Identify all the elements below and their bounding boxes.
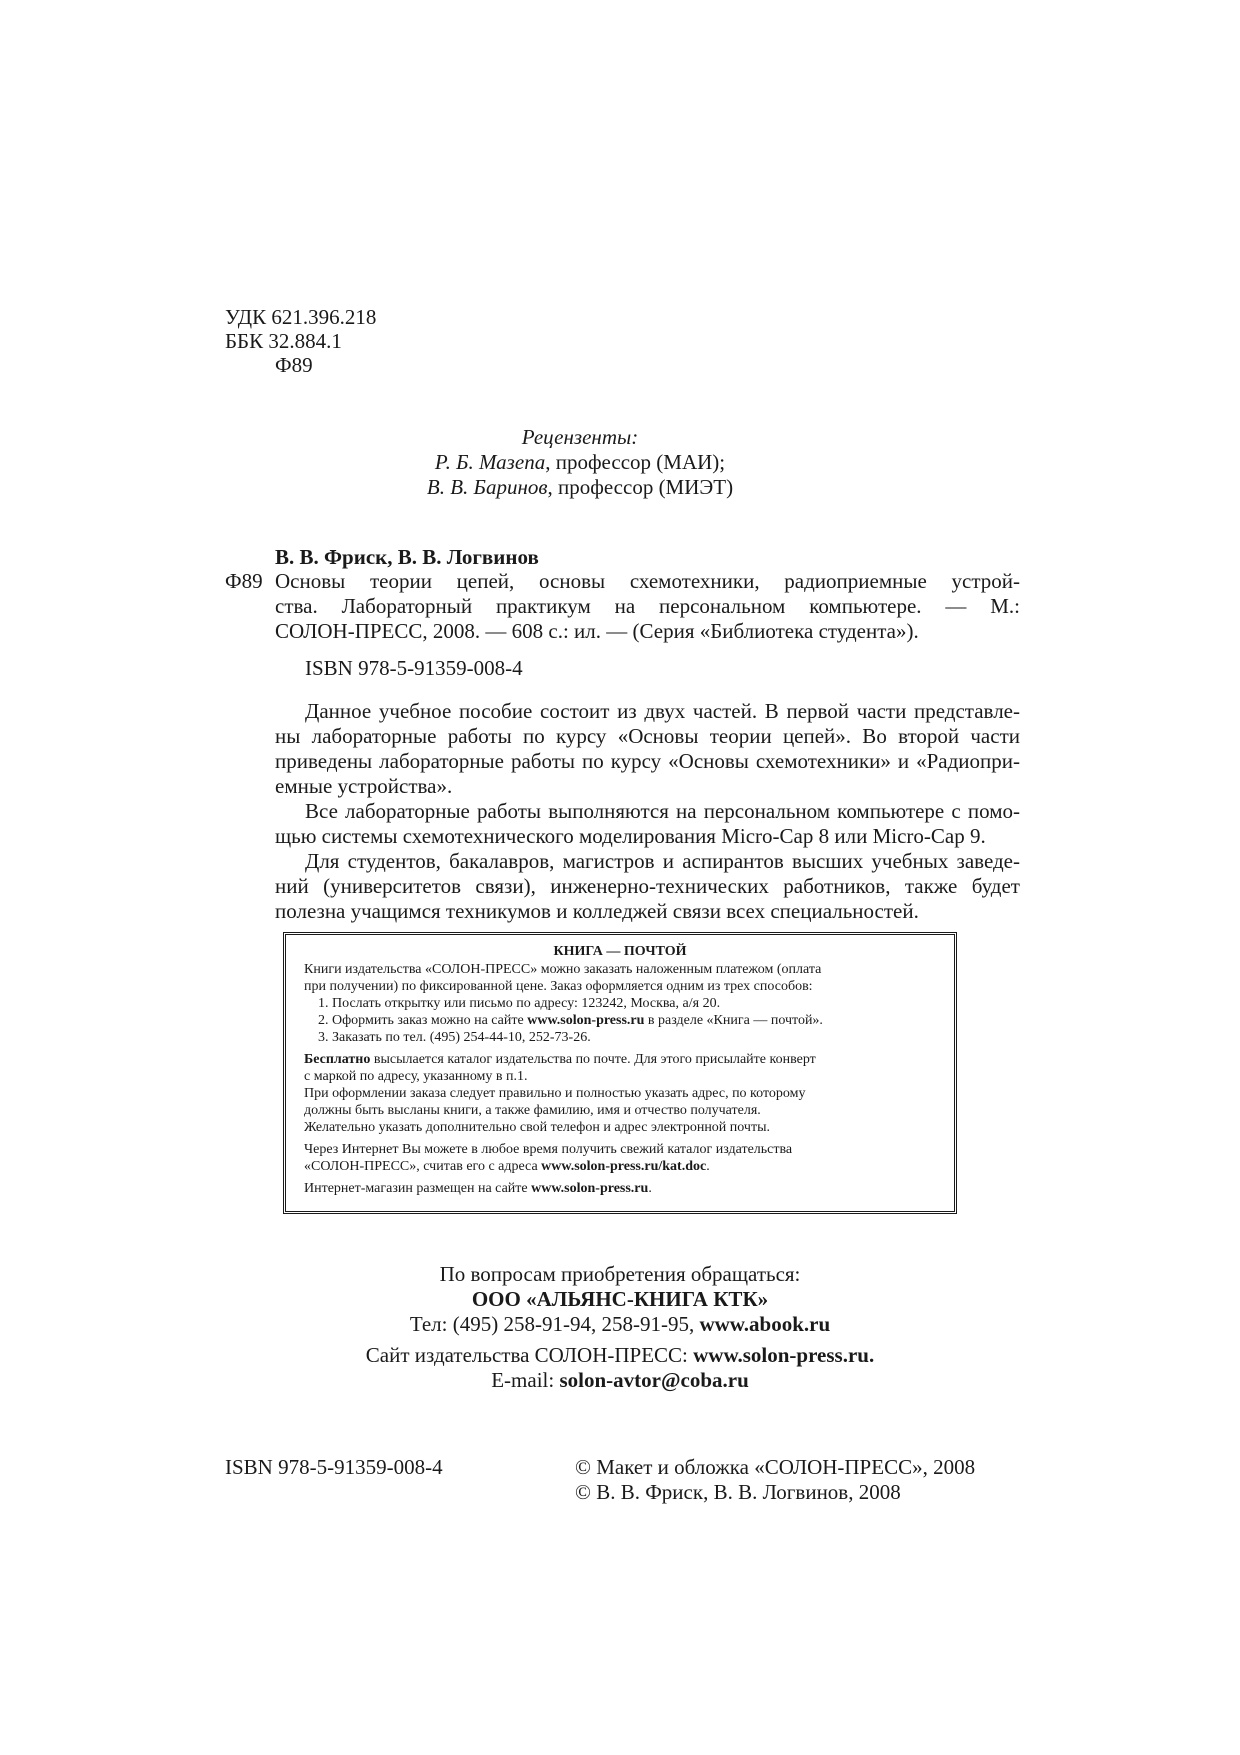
order-method-2 bbox=[304, 1012, 936, 1029]
abstract-line: ний (университетов связи), инженерно-технических работников, также будет bbox=[275, 874, 1020, 898]
order-method-2-text: 2. Оформить заказ можно на сайте bbox=[318, 1013, 528, 1028]
reviewer-1-role: , профессор (МАИ); bbox=[545, 450, 726, 474]
bib-code: Ф89 bbox=[225, 569, 263, 593]
book-by-mail-box bbox=[283, 932, 957, 1214]
purchase-info bbox=[300, 1262, 940, 1393]
free-label: Бесплатно bbox=[304, 1052, 371, 1067]
publisher-site-text: Сайт издательства СОЛОН-ПРЕСС: bbox=[365, 1343, 694, 1367]
copyright-line-2: © В. В. Фриск, В. В. Логвинов, 2008 bbox=[575, 1480, 901, 1504]
udk-label: УДК bbox=[225, 305, 267, 329]
internet-catalog-line-2 bbox=[304, 1158, 936, 1175]
free-catalog-line bbox=[304, 1051, 936, 1068]
internet-catalog-line: Через Интернет Вы можете в любое время получить свежий каталог издательства bbox=[304, 1142, 793, 1157]
free-text: высылается каталог издательства по почте. Для этого присылайте конверт bbox=[370, 1052, 816, 1067]
publisher-site-line bbox=[300, 1343, 940, 1368]
order-note-line: При оформлении заказа следует правильно и полностью указать адрес, по которому bbox=[304, 1086, 806, 1101]
abook-link[interactable]: www.abook.ru bbox=[699, 1312, 831, 1336]
catalog-doc-link[interactable]: www.solon-press.ru/kat.doc bbox=[541, 1159, 707, 1174]
isbn-bottom: ISBN 978-5-91359-008-4 bbox=[225, 1455, 443, 1479]
author-mark: Ф89 bbox=[275, 353, 313, 377]
abstract-line: ны лабораторные работы по курсу «Основы теории цепей». Во второй части bbox=[275, 724, 1020, 748]
bbk-row bbox=[225, 329, 342, 354]
book-authors: В. В. Фриск, В. В. Логвинов bbox=[275, 545, 539, 569]
reviewers-block bbox=[300, 425, 860, 500]
distributor-company: ООО «АЛЬЯНС-КНИГА КТК» bbox=[471, 1287, 769, 1311]
distributor-phone-line bbox=[300, 1312, 940, 1337]
abstract-line: Для студентов, бакалавров, магистров и аспирантов высших учебных заведе- bbox=[305, 849, 1020, 873]
order-note-line: Желательно указать дополнительно свой телефон и адрес электронной почты. bbox=[304, 1120, 770, 1135]
internet-catalog-text: «СОЛОН-ПРЕСС», считав его с адреса bbox=[304, 1159, 542, 1174]
order-note-line: должны быть высланы книги, а также фамилию, имя и отчество получателя. bbox=[304, 1103, 761, 1118]
reviewer-2 bbox=[300, 475, 860, 500]
bib-line: Основы теории цепей, основы схемотехники, радиоприемные устрой- bbox=[275, 569, 1020, 593]
order-box-title: КНИГА — ПОЧТОЙ bbox=[553, 944, 687, 959]
bbk-label: ББК bbox=[225, 329, 264, 353]
reviewer-1 bbox=[300, 450, 860, 475]
order-method-1: 1. Послать открытку или письмо по адресу: 123242, Москва, а/я 20. bbox=[318, 996, 721, 1011]
reviewers-heading: Рецензенты: bbox=[521, 425, 639, 449]
bibliographic-description bbox=[275, 569, 1020, 644]
free-catalog-line-2: с маркой по адресу, указанному в п.1. bbox=[304, 1069, 528, 1084]
bbk-value: 32.884.1 bbox=[268, 329, 342, 353]
publisher-site-url[interactable]: www.solon-press.ru. bbox=[693, 1343, 875, 1367]
bib-line: ства. Лабораторный практикум на персональном компьютере. — М.: bbox=[275, 594, 1020, 618]
publisher-site-link[interactable]: www.solon-press.ru bbox=[527, 1013, 645, 1028]
distributor-phone: Тел: (495) 258-91-94, 258-91-95, bbox=[409, 1312, 700, 1336]
abstract-line: емные устройства». bbox=[275, 774, 453, 798]
abstract-line: Данное учебное пособие состоит из двух частей. В первой части представле- bbox=[305, 699, 1020, 723]
web-shop-link[interactable]: www.solon-press.ru bbox=[531, 1181, 649, 1196]
purchase-heading: По вопросам приобретения обращаться: bbox=[439, 1262, 801, 1286]
isbn-top: ISBN 978-5-91359-008-4 bbox=[305, 656, 523, 680]
reviewer-1-name: Р. Б. Мазепа bbox=[434, 450, 546, 474]
abstract-line: щью системы схемотехнического моделирования Micro-Cap 8 или Micro-Cap 9. bbox=[275, 824, 986, 848]
copyright-block bbox=[575, 1455, 975, 1505]
internet-catalog-tail: . bbox=[706, 1159, 710, 1174]
order-method-2-tail: в разделе «Книга — почтой». bbox=[644, 1013, 823, 1028]
email-label: E-mail: bbox=[491, 1368, 560, 1392]
abstract-line: приведены лабораторные работы по курсу «Основы схемотехники» и «Радиопри- bbox=[275, 749, 1020, 773]
abstract-line: полезна учащимся техникумов и колледжей связи всех специальностей. bbox=[275, 899, 919, 923]
web-shop-tail: . bbox=[648, 1181, 652, 1196]
abstract-line: Все лабораторные работы выполняются на персональном компьютере с помо- bbox=[305, 799, 1020, 823]
udk-value: 621.396.218 bbox=[271, 305, 377, 329]
bib-line: СОЛОН-ПРЕСС, 2008. — 608 с.: ил. — (Серия «Библиотека студента»). bbox=[275, 619, 919, 643]
web-shop-line bbox=[304, 1180, 936, 1197]
udk-row bbox=[225, 305, 376, 330]
order-intro-line: Книги издательства «СОЛОН-ПРЕСС» можно заказать наложенным платежом (оплата bbox=[304, 962, 822, 977]
email-line bbox=[300, 1368, 940, 1393]
email-link[interactable]: solon-avtor@coba.ru bbox=[559, 1368, 749, 1392]
reviewer-2-name: В. В. Баринов bbox=[426, 475, 548, 499]
distributor-name bbox=[300, 1287, 940, 1312]
copyright-line-1: © Макет и обложка «СОЛОН-ПРЕСС», 2008 bbox=[575, 1455, 976, 1479]
reviewer-2-role: , профессор (МИЭТ) bbox=[547, 475, 734, 499]
web-shop-text: Интернет-магазин размещен на сайте bbox=[304, 1181, 532, 1196]
order-method-3: 3. Заказать по тел. (495) 254-44-10, 252-73-26. bbox=[318, 1030, 591, 1045]
order-intro-line: при получении) по фиксированной цене. Заказ оформляется одним из трех способов: bbox=[304, 979, 813, 994]
abstract bbox=[275, 699, 1020, 924]
